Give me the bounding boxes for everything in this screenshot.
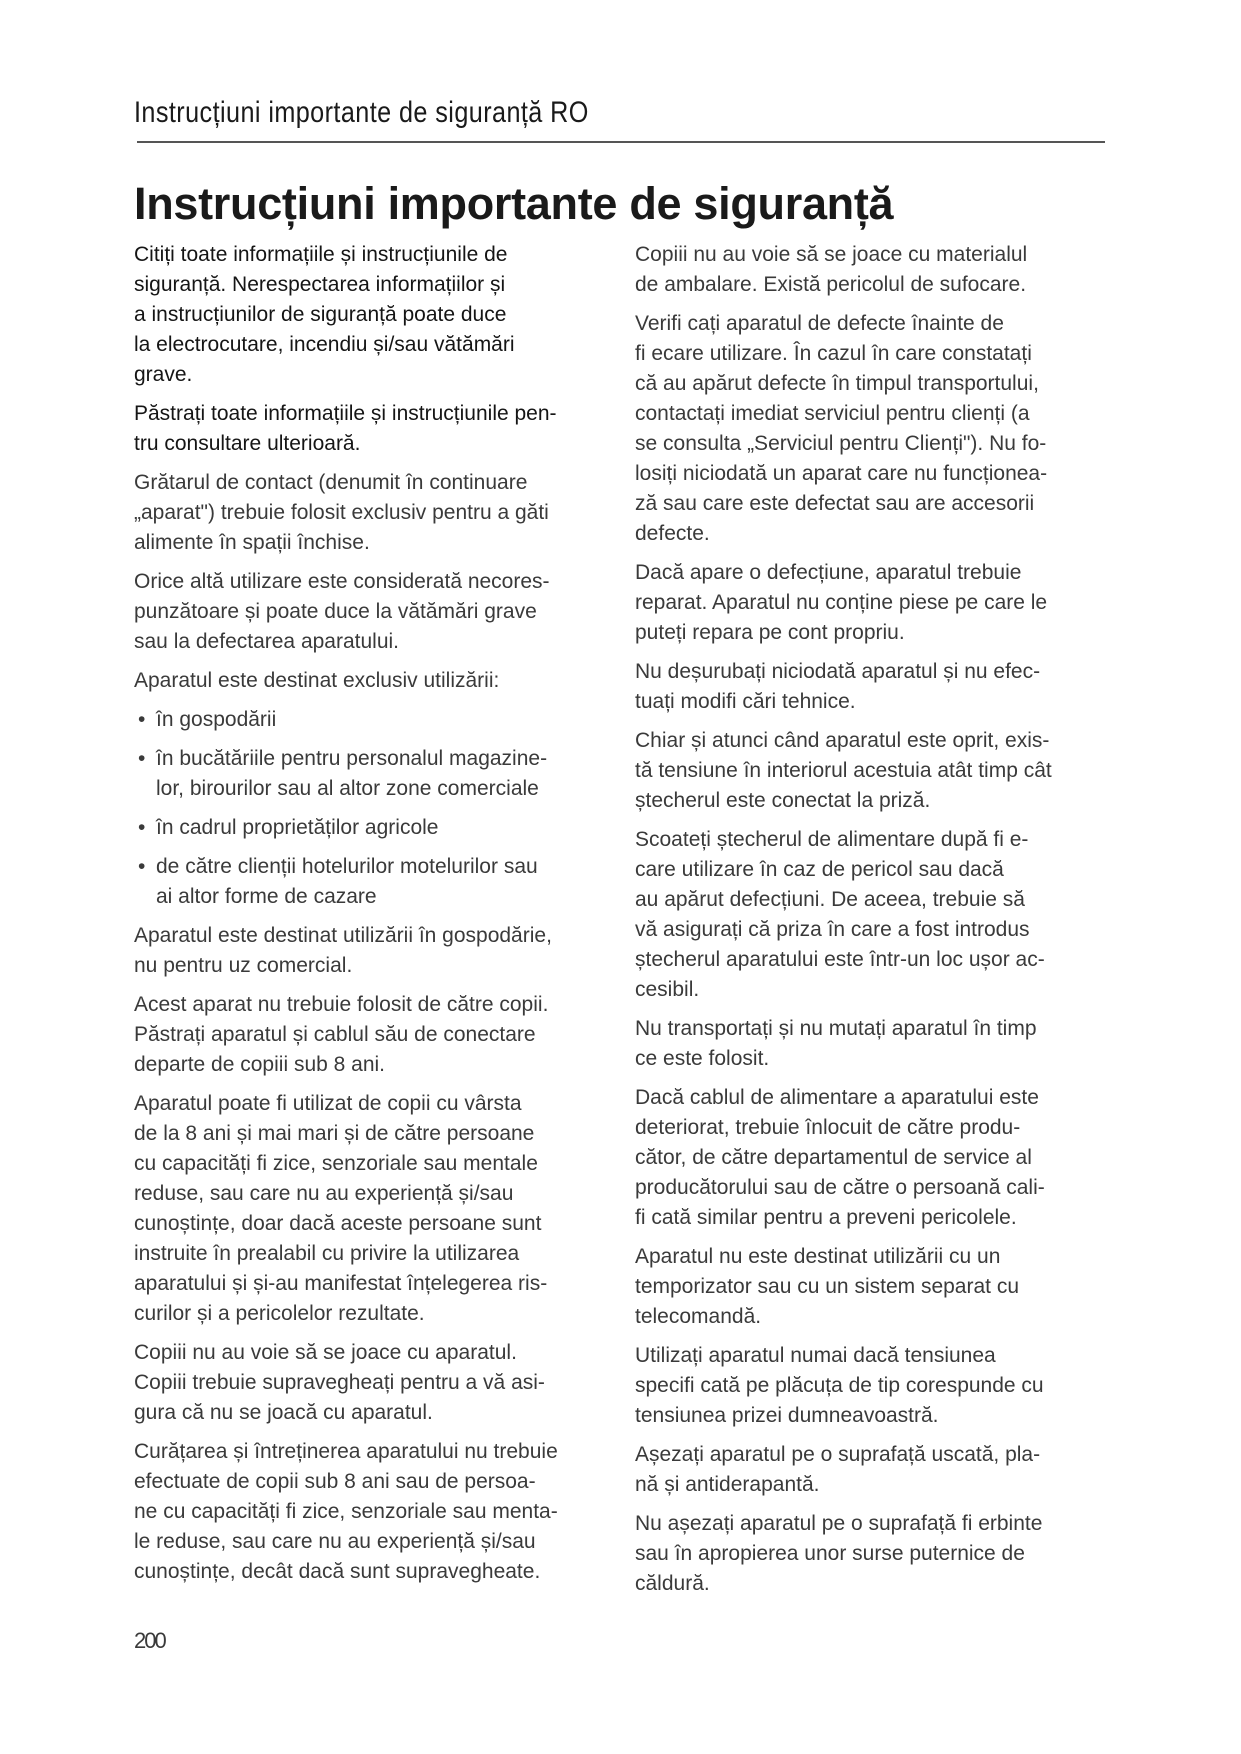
- bullet-icon: •: [138, 708, 146, 731]
- text-line: siguranță. Nerespectarea informațiilor și: [134, 273, 506, 296]
- text-line: Aparatul este destinat exclusiv utilizării:: [134, 669, 500, 692]
- text-line: Aparatul este destinat utilizării în gospodărie,: [134, 924, 552, 947]
- text-line: puteți repara pe cont propriu.: [635, 621, 905, 644]
- paragraph: [635, 1083, 1115, 1233]
- text-line: ză sau care este defectat sau are accesorii: [635, 492, 1035, 515]
- bullet-item: [134, 705, 614, 735]
- text-line: nă și antiderapantă.: [635, 1473, 820, 1496]
- bullet-item: [134, 813, 614, 843]
- text-line: Utilizați aparatul numai dacă tensiunea: [635, 1344, 996, 1367]
- bullet-icon: •: [138, 855, 146, 878]
- text-line: ne cu capacități fi zice, senzoriale sau menta-: [134, 1500, 558, 1523]
- bullet-item: [134, 744, 614, 804]
- paragraph: [134, 567, 614, 657]
- text-line: lor, birourilor sau al altor zone comerciale: [156, 777, 539, 800]
- text-line: deteriorat, trebuie înlocuit de către produ-: [635, 1116, 1021, 1139]
- paragraph: [134, 990, 614, 1080]
- text-line: temporizator sau cu un sistem separat cu: [635, 1275, 1020, 1298]
- text-line: Citiți toate informațiile și instrucțiunile de: [134, 243, 508, 266]
- text-line: Copiii nu au voie să se joace cu materialul: [635, 243, 1028, 266]
- paragraph: [134, 921, 614, 981]
- paragraph: [635, 1440, 1115, 1500]
- text-line: departe de copiii sub 8 ani.: [134, 1053, 386, 1076]
- text-line: în bucătăriile pentru personalul magazine-: [156, 747, 548, 770]
- text-line: de ambalare. Există pericolul de sufocare.: [635, 273, 1027, 296]
- paragraph: [134, 1338, 614, 1428]
- text-line: Scoateți ștecherul de alimentare după fi e-: [635, 828, 1029, 851]
- text-line: Acest aparat nu trebuie folosit de către copii.: [134, 993, 549, 1016]
- paragraph: [134, 1437, 614, 1587]
- paragraph: [635, 1242, 1115, 1332]
- text-line: instruite în prealabil cu privire la utilizarea: [134, 1242, 520, 1265]
- text-line: fi ecare utilizare. În cazul în care constatați: [635, 342, 1032, 365]
- text-line: Așezați aparatul pe o suprafață uscată, pla-: [635, 1443, 1041, 1466]
- text-line: Aparatul poate fi utilizat de copii cu vârsta: [134, 1092, 522, 1115]
- text-line: în gospodării: [156, 708, 277, 731]
- text-line: tuați modifi cări tehnice.: [635, 690, 856, 713]
- text-line: au apărut defecțiuni. De aceea, trebuie să: [635, 888, 1025, 911]
- text-line: Păstrați aparatul și cablul său de conectare: [134, 1023, 536, 1046]
- text-line: cător, de către departamentul de service al: [635, 1146, 1032, 1169]
- text-line: efectuate de copii sub 8 ani sau de persoa-: [134, 1470, 536, 1493]
- text-line: cesibil.: [635, 978, 700, 1001]
- text-line: specifi cată pe plăcuța de tip corespunde cu: [635, 1374, 1044, 1397]
- text-line: de la 8 ani și mai mari și de către persoane: [134, 1122, 535, 1145]
- text-line: gura că nu se joacă cu aparatul.: [134, 1401, 433, 1424]
- text-line: sau în apropierea unor surse puternice de: [635, 1542, 1025, 1565]
- text-line: ștecherul aparatului este într-un loc ușor ac-: [635, 948, 1045, 971]
- paragraph: [134, 1089, 614, 1329]
- text-line: curilor și a pericolelor rezultate.: [134, 1302, 425, 1325]
- header-divider: [137, 141, 1105, 143]
- text-line: tru consultare ulterioară.: [134, 432, 361, 455]
- text-line: căldură.: [635, 1572, 710, 1595]
- text-line: punzătoare și poate duce la vătămări grave: [134, 600, 537, 623]
- paragraph: [635, 1341, 1115, 1431]
- text-line: telecomandă.: [635, 1305, 762, 1328]
- text-line: reparat. Aparatul nu conține piese pe care le: [635, 591, 1048, 614]
- right-column: [635, 240, 1115, 1608]
- text-line: Copiii nu au voie să se joace cu aparatul.: [134, 1341, 517, 1364]
- text-line: Aparatul nu este destinat utilizării cu un: [635, 1245, 1001, 1268]
- text-line: nu pentru uz comercial.: [134, 954, 353, 977]
- text-line: Curățarea și întreținerea aparatului nu trebuie: [134, 1440, 558, 1463]
- text-line: la electrocutare, incendiu și/sau vătămări: [134, 333, 515, 356]
- text-line: în cadrul proprietăților agricole: [156, 816, 439, 839]
- paragraph: [635, 240, 1115, 300]
- page-title: Instrucțiuni importante de siguranță: [134, 178, 894, 229]
- paragraph: [635, 1509, 1115, 1599]
- text-line: Dacă cablul de alimentare a aparatului este: [635, 1086, 1039, 1109]
- text-line: cunoștințe, doar dacă aceste persoane sunt: [134, 1212, 542, 1235]
- paragraph: [635, 726, 1115, 816]
- bullet-icon: •: [138, 816, 146, 839]
- text-line: care utilizare în caz de pericol sau dacă: [635, 858, 1004, 881]
- text-line: le reduse, sau care nu au experiență și/sau: [134, 1530, 536, 1553]
- paragraph: [635, 1014, 1115, 1074]
- text-line: ștecherul este conectat la priză.: [635, 789, 931, 812]
- paragraph: [134, 240, 614, 390]
- paragraph: [134, 468, 614, 558]
- text-line: Verifi cați aparatul de defecte înainte de: [635, 312, 1004, 335]
- running-header: Instrucțiuni importante de siguranță RO: [134, 96, 589, 129]
- paragraph: [635, 825, 1115, 1005]
- paragraph: [134, 666, 614, 696]
- text-line: sau la defectarea aparatului.: [134, 630, 400, 653]
- text-line: Nu deșurubați niciodată aparatul și nu efec-: [635, 660, 1041, 683]
- text-line: fi cată similar pentru a preveni pericolele.: [635, 1206, 1017, 1229]
- text-line: reduse, sau care nu au experiență și/sau: [134, 1182, 514, 1205]
- bullet-icon: •: [138, 747, 146, 770]
- text-line: Chiar și atunci când aparatul este oprit, exis-: [635, 729, 1050, 752]
- text-line: Dacă apare o defecțiune, aparatul trebuie: [635, 561, 1022, 584]
- text-line: Copiii trebuie supravegheați pentru a vă asi-: [134, 1371, 545, 1394]
- text-line: grave.: [134, 363, 193, 386]
- paragraph: [635, 657, 1115, 717]
- text-line: alimente în spații închise.: [134, 531, 370, 554]
- text-line: „aparat") trebuie folosit exclusiv pentru a găti: [134, 501, 549, 524]
- paragraph: [635, 558, 1115, 648]
- text-line: Orice altă utilizare este considerată necores-: [134, 570, 550, 593]
- page-number: 200: [134, 1628, 165, 1653]
- text-line: cunoștințe, decât dacă sunt supravegheate.: [134, 1560, 541, 1583]
- text-line: losiți niciodată un aparat care nu funcționea-: [635, 462, 1048, 485]
- text-line: defecte.: [635, 522, 710, 545]
- text-line: aparatului și și-au manifestat înțelegerea ris-: [134, 1272, 548, 1295]
- left-column: [134, 240, 614, 1596]
- text-line: se consulta „Serviciul pentru Clienți"). Nu fo-: [635, 432, 1047, 455]
- text-line: Nu așezați aparatul pe o suprafață fi erbinte: [635, 1512, 1043, 1535]
- text-line: cu capacități fi zice, senzoriale sau mentale: [134, 1152, 538, 1175]
- text-line: producătorului sau de către o persoană cali-: [635, 1176, 1045, 1199]
- text-line: că au apărut defecte în timpul transportului,: [635, 372, 1039, 395]
- text-line: vă asigurați că priza în care a fost introdus: [635, 918, 1030, 941]
- text-line: contactați imediat serviciul pentru clienți (a: [635, 402, 1030, 425]
- text-line: Nu transportați și nu mutați aparatul în timp: [635, 1017, 1037, 1040]
- text-line: Păstrați toate informațiile și instrucțiunile pen-: [134, 402, 557, 425]
- text-line: de către clienții hotelurilor motelurilor sau: [156, 855, 538, 878]
- paragraph: [134, 399, 614, 459]
- paragraph: [635, 309, 1115, 549]
- text-line: tensiunea prizei dumneavoastră.: [635, 1404, 939, 1427]
- text-line: a instrucțiunilor de siguranță poate duce: [134, 303, 507, 326]
- text-line: ce este folosit.: [635, 1047, 770, 1070]
- bullet-item: [134, 852, 614, 912]
- text-line: Grătarul de contact (denumit în continuare: [134, 471, 528, 494]
- text-line: ai altor forme de cazare: [156, 885, 377, 908]
- text-line: tă tensiune în interiorul acestuia atât timp cât: [635, 759, 1052, 782]
